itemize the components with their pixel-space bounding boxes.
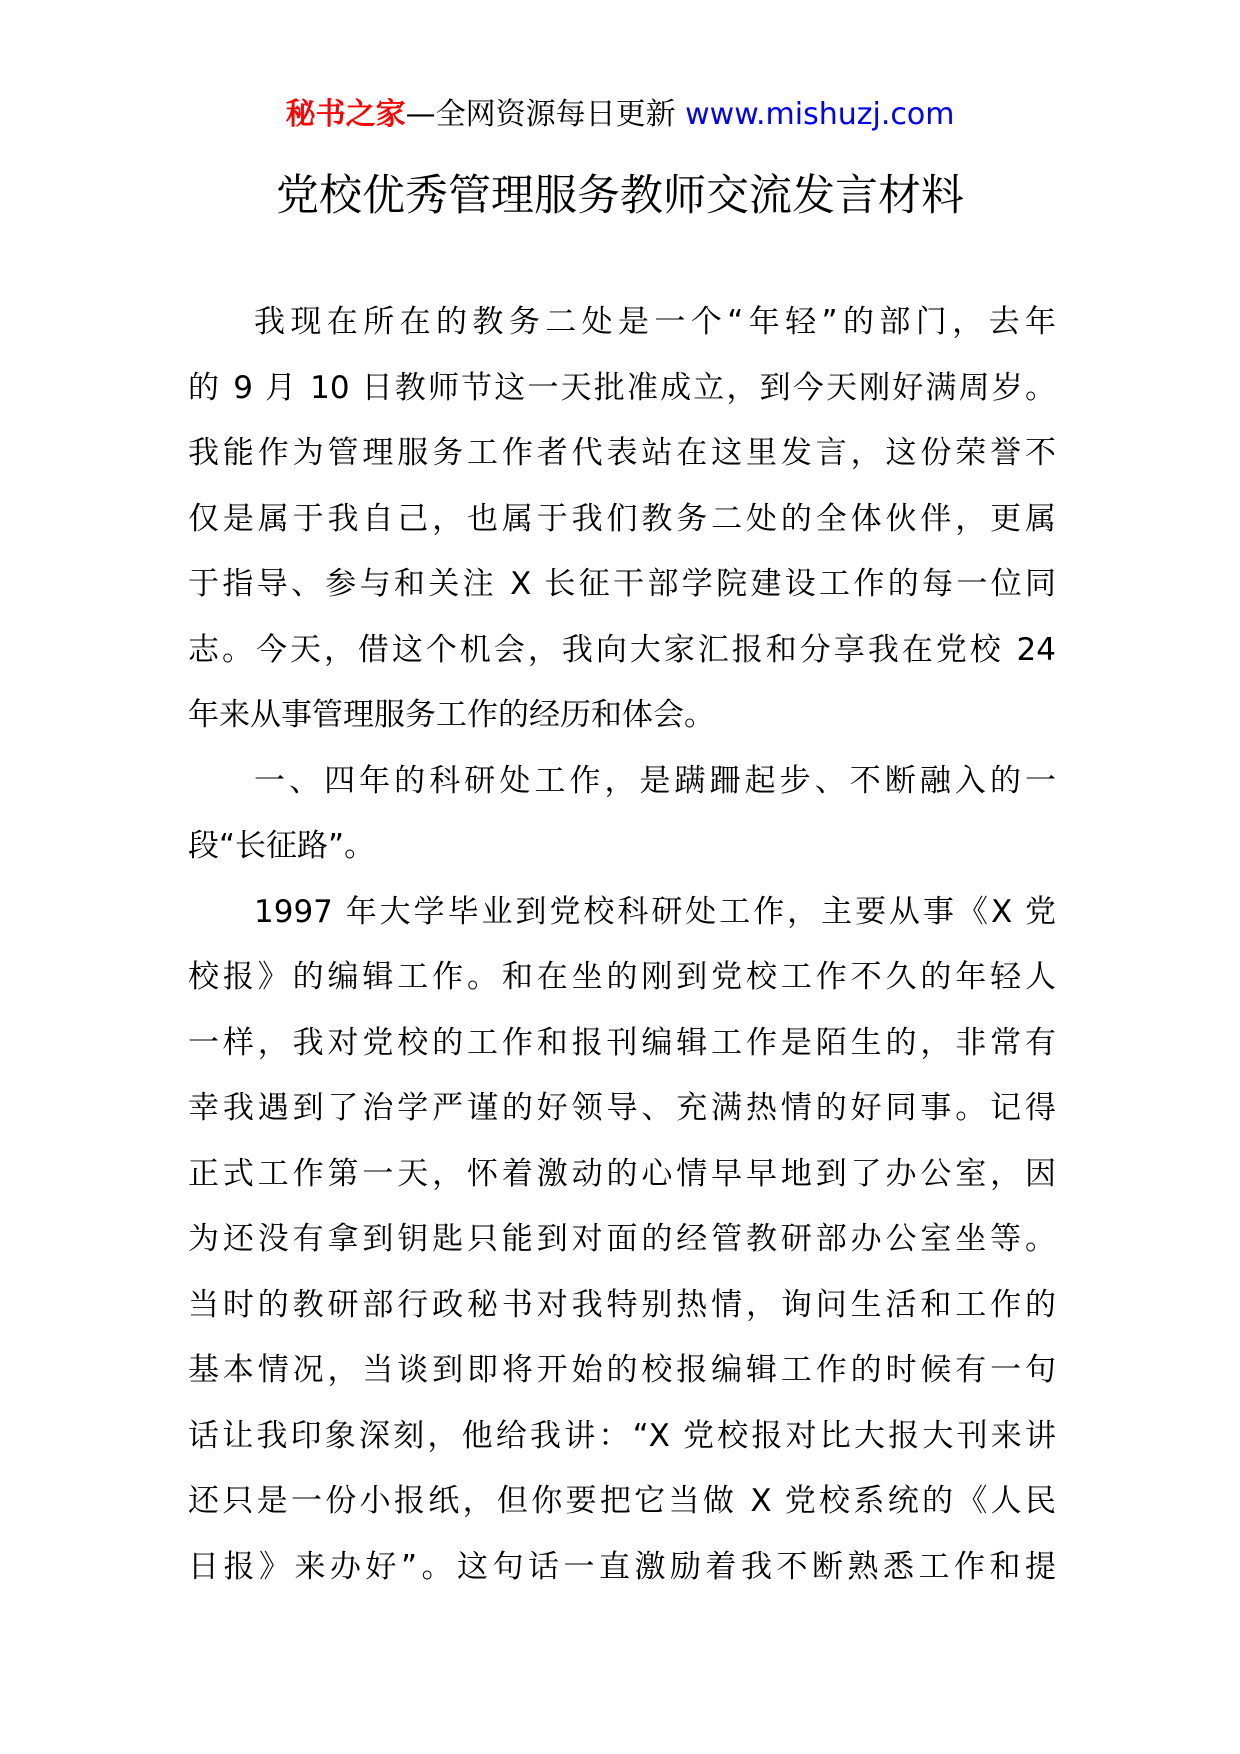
text-line: 当时的教研部行政秘书对我特别热情，询问生活和工作的 xyxy=(188,1286,1056,1323)
text-line: 校报》的编辑工作。和在坐的刚到党校工作不久的年轻人 xyxy=(188,959,1056,995)
site-header xyxy=(0,95,1240,135)
paragraph xyxy=(188,290,1056,749)
text-line: 我能作为管理服务工作者代表站在这里发言，这份荣誉不 xyxy=(188,435,1056,471)
document-body xyxy=(188,290,1056,1600)
text-line: 志。今天，借这个机会，我向大家汇报和分享我在党校 24 xyxy=(188,631,1056,668)
paragraph xyxy=(188,880,1056,1601)
text-line: 日报》来办好”。这句话一直激励着我不断熟悉工作和提 xyxy=(188,1548,1056,1585)
text-line: 仅是属于我自己，也属于我们教务二处的全体伙伴，更属 xyxy=(188,500,1056,537)
document-title: 党校优秀管理服务教师交流发言材料 xyxy=(276,171,964,221)
text-line: 幸我遇到了治学严谨的好领导、充满热情的好同事。记得 xyxy=(188,1090,1056,1126)
site-slogan: —全网资源每日更新 xyxy=(405,97,676,132)
text-line: 话让我印象深刻，他给我讲：“X 党校报对比大报大刊来讲 xyxy=(188,1417,1056,1454)
text-line: 还只是一份小报纸，但你要把它当做 X 党校系统的《人民 xyxy=(188,1483,1056,1519)
site-url-link[interactable]: www.mishuzj.com xyxy=(685,97,955,132)
text-line: 一样，我对党校的工作和报刊编辑工作是陌生的，非常有 xyxy=(188,1024,1056,1061)
section-heading xyxy=(188,749,1056,880)
text-line: 段“长征路”。 xyxy=(188,828,376,864)
text-line: 一、四年的科研处工作，是蹒跚起步、不断融入的一 xyxy=(254,762,1056,799)
text-line: 基本情况，当谈到即将开始的校报编辑工作的时候有一句 xyxy=(188,1352,1056,1388)
text-line: 年来从事管理服务工作的经历和体会。 xyxy=(188,697,715,733)
text-line: 的 9 月 10 日教师节这一天批准成立，到今天刚好满周岁。 xyxy=(188,369,1056,406)
text-line: 为还没有拿到钥匙只能到对面的经管教研部办公室坐等。 xyxy=(188,1221,1056,1257)
site-brand: 秘书之家 xyxy=(285,97,406,132)
text-line: 正式工作第一天，怀着激动的心情早早地到了办公室，因 xyxy=(188,1155,1056,1192)
text-line: 1997 年大学毕业到党校科研处工作，主要从事《X 党 xyxy=(254,893,1056,930)
text-line: 我现在所在的教务二处是一个“年轻”的部门，去年 xyxy=(254,304,1056,340)
text-line: 于指导、参与和关注 X 长征干部学院建设工作的每一位同 xyxy=(188,566,1056,602)
